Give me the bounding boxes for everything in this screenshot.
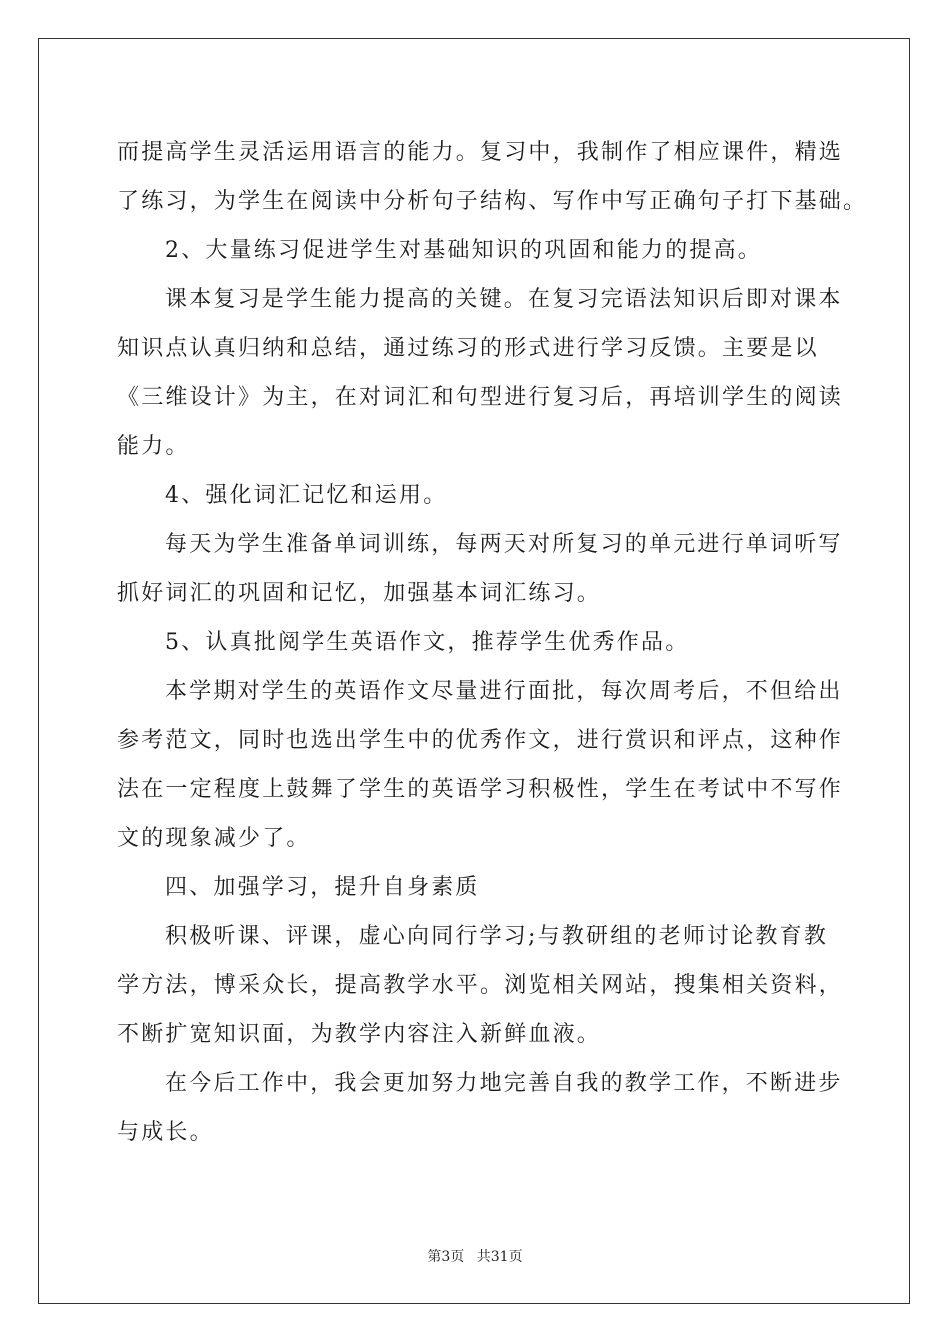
total-page-count: 共31页 — [476, 1249, 523, 1265]
text-line: 抓好词汇的巩固和记忆，加强基本词汇练习。 — [117, 581, 602, 606]
text-line: 参考范文，同时也选出学生中的优秀作文，进行赏识和评点，这种作 — [117, 728, 844, 753]
text-line: 本学期对学生的英语作文尽量进行面批，每次周考后，不但给出 — [165, 679, 843, 704]
section-heading: 5、认真批阅学生英语作文，推荐学生优秀作品。 — [165, 630, 690, 655]
section-heading: 四、加强学习，提升自身素质 — [165, 875, 480, 900]
page-footer — [0, 1246, 950, 1266]
text-line: 了练习，为学生在阅读中分析句子结构、写作中写正确句子打下基础。 — [117, 189, 868, 214]
text-line: 每天为学生准备单词训练，每两天对所复习的单元进行单词听写 — [165, 532, 843, 557]
text-line: 《三维设计》为主，在对词汇和句型进行复习后，再培训学生的阅读 — [117, 385, 844, 410]
text-line: 在今后工作中，我会更加努力地完善自我的教学工作，不断进步 — [165, 1071, 843, 1096]
current-page-number: 第3页 — [427, 1249, 465, 1265]
document-body — [117, 128, 868, 1157]
text-line: 不断扩宽知识面，为教学内容注入新鲜血液。 — [117, 1022, 602, 1047]
text-line: 文的现象减少了。 — [117, 826, 311, 851]
text-line: 法在一定程度上鼓舞了学生的英语学习积极性，学生在考试中不写作 — [117, 777, 844, 802]
section-heading: 4、强化词汇记忆和运用。 — [165, 483, 448, 508]
text-line: 与成长。 — [117, 1120, 214, 1145]
text-line: 课本复习是学生能力提高的关键。在复习完语法知识后即对课本 — [165, 287, 843, 312]
text-line: 积极听课、评课，虚心向同行学习;与教研组的老师讨论教育教 — [165, 924, 829, 949]
text-line: 知识点认真归纳和总结，通过练习的形式进行学习反馈。主要是以 — [117, 336, 819, 361]
text-line: 学方法，博采众长，提高教学水平。浏览相关网站，搜集相关资料， — [117, 973, 844, 998]
text-line: 能力。 — [117, 434, 190, 459]
section-heading: 2、大量练习促进学生对基础知识的巩固和能力的提高。 — [165, 238, 762, 263]
text-line: 而提高学生灵活运用语言的能力。复习中，我制作了相应课件，精选 — [117, 140, 844, 165]
